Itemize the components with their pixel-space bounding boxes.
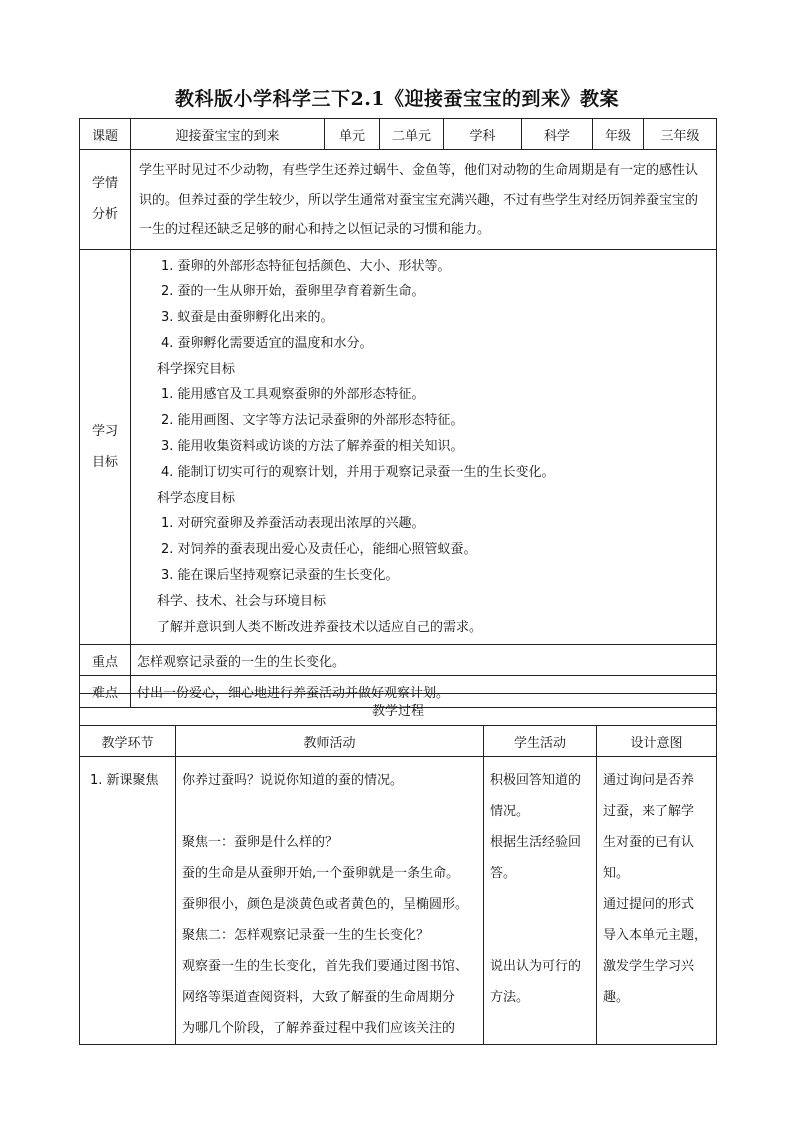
process-header-row <box>80 726 717 757</box>
course-label: 课题 <box>80 119 131 150</box>
inquiry-goal: 1. 能用感官及工具观察蚕卵的外部形态特征。 <box>161 387 425 403</box>
student-line: 情况。 <box>490 804 530 819</box>
process-heading-row <box>80 694 717 726</box>
inquiry-goal: 2. 能用画图、文字等方法记录蚕卵的外部形态特征。 <box>161 413 464 429</box>
unit-label: 单元 <box>325 119 380 150</box>
difficulty-text: 付出一份爱心，细心地进行养蚕活动并做好观察计划。 <box>131 676 717 708</box>
column-header: 教学环节 <box>80 726 176 757</box>
attitude-goal: 2. 对饲养的蚕表现出爱心及责任心，能细心照管蚁蚕。 <box>161 542 477 558</box>
difficulty-label: 难点 <box>80 676 131 708</box>
student-line <box>490 920 588 951</box>
lesson-info-table <box>79 118 717 708</box>
intent-line: 趣。 <box>603 990 630 1005</box>
teacher-line: 你养过蚕吗？说说你知道的蚕的情况。 <box>182 773 404 788</box>
inquiry-goal: 3. 能用收集资料或访谈的方法了解养蚕的相关知识。 <box>161 439 464 455</box>
teacher-line: 蚕卵很小，颜色是淡黄色或者黄色的，呈椭圆形。 <box>182 897 469 912</box>
inquiry-goal: 4. 能制订切实可行的观察计划，并用于观察记录蚕一生的生长变化。 <box>161 464 555 480</box>
process-heading: 教学过程 <box>80 694 717 726</box>
goals-label <box>80 249 131 645</box>
subject-value: 科学 <box>522 119 593 150</box>
sts-heading: 科学、技术、社会与环境目标 <box>157 593 327 609</box>
teacher-activity-cell <box>176 757 484 1045</box>
student-line: 根据生活经验回 <box>490 835 582 850</box>
info-row <box>80 119 717 150</box>
intent-line: 激发学生学习兴 <box>603 959 695 974</box>
intent-line: 通过询问是否养 <box>603 773 695 788</box>
teacher-line <box>182 796 475 827</box>
goals-label-line1: 学习 <box>91 423 118 439</box>
column-header: 教师活动 <box>176 726 484 757</box>
intent-line: 通过提问的形式 <box>603 897 695 912</box>
design-intent-cell <box>597 757 717 1045</box>
student-activity-cell <box>484 757 597 1045</box>
intent-line: 过蚕，来了解学 <box>603 804 695 819</box>
attitude-heading: 科学态度目标 <box>157 490 236 506</box>
unit-value: 二单元 <box>380 119 444 150</box>
intent-line: 导入本单元主题， <box>603 928 708 943</box>
subject-label: 学科 <box>444 119 522 150</box>
student-line <box>490 889 588 920</box>
sts-text: 了解并意识到人类不断改进养蚕技术以适应自己的需求。 <box>157 619 483 635</box>
analysis-row <box>80 150 717 250</box>
student-line: 方法。 <box>490 990 530 1005</box>
analysis-label-line1: 学情 <box>91 176 118 192</box>
grade-value: 三年级 <box>644 119 717 150</box>
intent-line: 生对蚕的已有认 <box>603 835 695 850</box>
analysis-text: 学生平时见过不少动物，有些学生还养过蜗牛、金鱼等，他们对动物的生命周期是有一定的感性认识的。但养过蚕的学生较少，所以学生通常对蚕宝宝充满兴趣，不过有些学生对经历饲养蚕宝宝的一生的过程还缺乏足够的耐心和持之以恒记录的习惯和能力。 <box>131 150 717 250</box>
goals-row <box>80 249 717 645</box>
student-line: 积极回答知道的 <box>490 773 582 788</box>
goals-label-line2: 目标 <box>91 454 118 470</box>
process-row <box>80 757 717 1045</box>
column-header: 学生活动 <box>484 726 597 757</box>
student-line: 答。 <box>490 866 517 881</box>
teacher-line: 聚焦二：怎样观察记录蚕一生的生长变化？ <box>182 928 430 943</box>
knowledge-goal: 2. 蚕的一生从卵开始，蚕卵里孕育着新生命。 <box>161 284 425 300</box>
teacher-line: 蚕的生命是从蚕卵开始,一个蚕卵就是一条生命。 <box>182 866 460 881</box>
teacher-line: 为哪几个阶段，了解养蚕过程中我们应该关注的 <box>182 1021 456 1036</box>
key-point-row <box>80 645 717 676</box>
key-point-text: 怎样观察记录蚕的一生的生长变化。 <box>131 645 717 676</box>
page-title: 教科版小学科学三下2.1《迎接蚕宝宝的到来》教案 <box>174 88 620 110</box>
attitude-goal: 1. 对研究蚕卵及养蚕活动表现出浓厚的兴趣。 <box>161 516 425 532</box>
goals-content <box>131 249 717 645</box>
attitude-goal: 3. 能在课后坚持观察记录蚕的生长变化。 <box>161 568 399 584</box>
analysis-label-line2: 分析 <box>91 207 118 223</box>
course-value: 迎接蚕宝宝的到来 <box>131 119 325 150</box>
stage-cell: 1. 新课聚焦 <box>80 757 176 1045</box>
knowledge-goal: 3. 蚁蚕是由蚕卵孵化出来的。 <box>161 310 334 326</box>
analysis-label <box>80 150 131 250</box>
column-header: 设计意图 <box>597 726 717 757</box>
intent-line: 知。 <box>603 866 630 881</box>
student-line: 说出认为可行的 <box>490 959 582 974</box>
teacher-line: 聚焦一：蚕卵是什么样的？ <box>182 835 339 850</box>
inquiry-heading: 科学探究目标 <box>157 361 236 377</box>
key-point-label: 重点 <box>80 645 131 676</box>
grade-label: 年级 <box>593 119 644 150</box>
teacher-line: 网络等渠道查阅资料，大致了解蚕的生命周期分 <box>182 990 456 1005</box>
teacher-line: 观察蚕一生的生长变化，首先我们要通过图书馆、 <box>182 959 469 974</box>
knowledge-goal: 1. 蚕卵的外部形态特征包括颜色、大小、形状等。 <box>161 258 451 274</box>
process-table <box>79 693 717 1045</box>
knowledge-goal: 4. 蚕卵孵化需要适宜的温度和水分。 <box>161 335 373 351</box>
